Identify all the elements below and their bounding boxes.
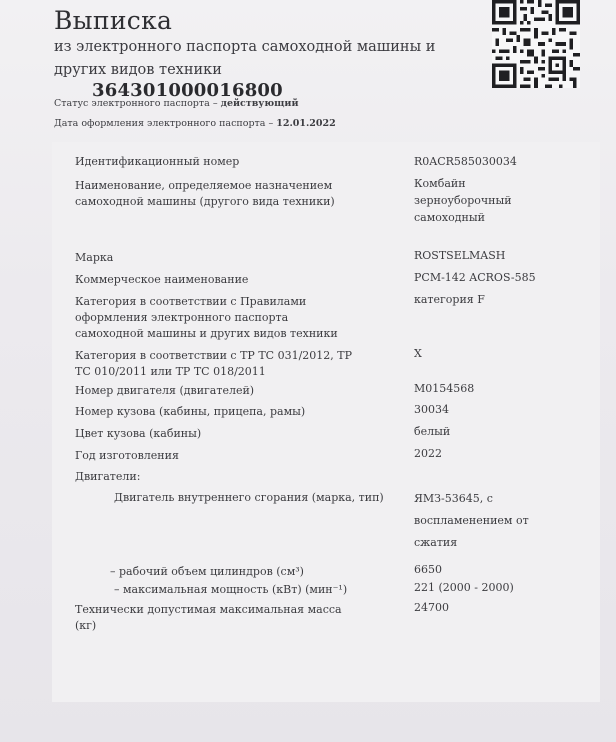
row-value-brand: ROSTSELMASH xyxy=(414,249,506,262)
row-value-ice: ЯМЗ-53645, с воспламенением от сжатия xyxy=(414,492,529,549)
row-label-category-tr: Категория в соответствии с ТР ТС 031/2012, ТР ТС 010/2011 или ТР ТС 018/2011 xyxy=(75,349,352,378)
row-value-category-rules: категория F xyxy=(414,293,485,306)
row-value-body-number: 30034 xyxy=(414,403,449,416)
row-value-body-color: белый xyxy=(414,425,451,438)
row-value-category-tr: X xyxy=(414,347,422,360)
document-title: Выписка xyxy=(54,6,173,35)
status-value: действующий xyxy=(220,98,299,109)
row-value-max-mass: 24700 xyxy=(414,601,449,614)
row-label-body-color: Цвет кузова (кабины) xyxy=(75,427,202,440)
status-line xyxy=(54,98,299,109)
row-value-displacement: 6650 xyxy=(414,563,442,576)
row-value-year: 2022 xyxy=(414,447,442,460)
row-value-vin: R0ACR585030034 xyxy=(414,155,517,168)
row-label-brand: Марка xyxy=(75,251,114,264)
row-label-engines: Двигатели: xyxy=(75,470,141,483)
date-label: Дата оформления электронного паспорта – xyxy=(54,118,277,129)
row-label-engine-number: Номер двигателя (двигателей) xyxy=(75,384,255,397)
document-subtitle: из электронного паспорта самоходной машины и других видов техники xyxy=(54,39,436,78)
row-label-commercial-name: Коммерческое наименование xyxy=(75,273,249,286)
row-value-max-power: 221 (2000 - 2000) xyxy=(414,581,514,594)
date-line xyxy=(54,118,336,129)
qr-code-icon xyxy=(492,0,580,88)
row-label-ice: Двигатель внутреннего сгорания (марка, тип) xyxy=(114,491,384,504)
row-label-name: Наименование, определяемое назначением самоходной машины (другого вида техники) xyxy=(75,179,335,208)
row-label-year: Год изготовления xyxy=(75,449,179,462)
status-label: Статус электронного паспорта – xyxy=(54,98,221,109)
row-label-body-number: Номер кузова (кабины, прицепа, рамы) xyxy=(75,405,306,418)
row-label-category-rules: Категория в соответствии с Правилами оформления электронного паспорта самоходной машины и других видов техники xyxy=(75,295,338,340)
row-value-engine-number: M0154568 xyxy=(414,382,475,395)
row-value-name: Комбайн зерноуборочный самоходный xyxy=(414,177,512,224)
document-number: 364301000016800 xyxy=(92,80,283,101)
date-value: 12.01.2022 xyxy=(276,118,336,129)
row-label-vin: Идентификационный номер xyxy=(75,155,240,168)
row-label-max-power: – максимальная мощность (кВт) (мин⁻¹) xyxy=(114,583,348,596)
row-label-displacement: – рабочий объем цилиндров (см³) xyxy=(110,565,304,578)
row-value-commercial-name: РСМ-142 ACROS-585 xyxy=(414,271,536,284)
row-label-max-mass: Технически допустимая максимальная масса (кг) xyxy=(75,603,342,632)
